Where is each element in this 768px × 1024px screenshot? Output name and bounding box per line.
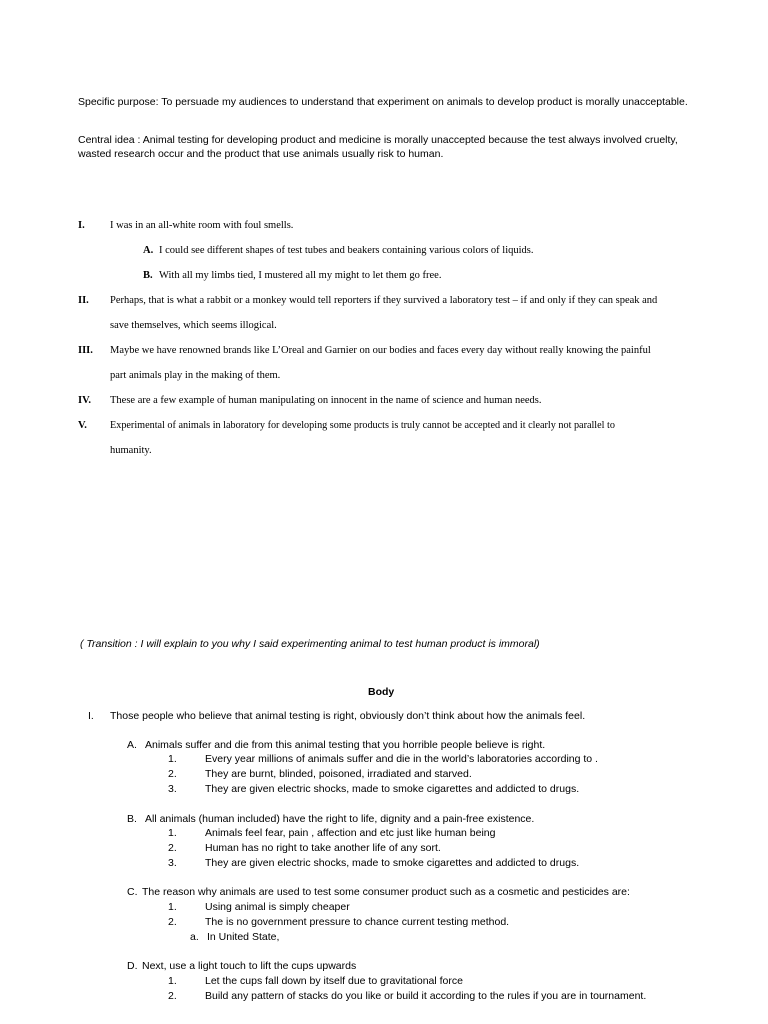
section-c-item-num: 2. [168,916,177,928]
body-heading: Body [368,686,395,698]
intro-text-v-line2: humanity. [110,445,152,456]
intro-text-a: I could see different shapes of test tubes and beakers containing various colors of liquids. [159,245,534,256]
central-idea-label: Central idea : [78,134,141,146]
section-a-item-text: They are burnt, blinded, poisoned, irradiated and starved. [205,768,472,780]
specific-purpose [78,95,698,109]
section-c-letter: C. [127,886,138,898]
intro-num-ii: II. [78,295,89,306]
section-d-text: Next, use a light touch to lift the cups upwards [142,960,357,972]
section-d-item-text: Build any pattern of stacks do you like or build it according to the rules if you are in tournament. [205,990,647,1002]
section-b-item-num: 3. [168,857,177,869]
section-a-letter: A. [127,739,137,751]
intro-text-iii-line2: part animals play in the making of them. [110,370,281,381]
specific-purpose-label: Specific purpose: [78,96,159,108]
section-a-text: Animals suffer and die from this animal testing that you horrible people believe is right. [145,739,546,751]
section-c-sub-text: In United State, [207,931,280,943]
section-d-item-text: Let the cups fall down by itself due to gravitational force [205,975,463,987]
section-b-item-num: 1. [168,827,177,839]
section-a-item-num: 3. [168,783,177,795]
section-c-item-num: 1. [168,901,177,913]
intro-text-iv: These are a few example of human manipulating on innocent in the name of science and human needs. [110,395,542,406]
section-c-text: The reason why animals are used to test some consumer product such as a cosmetic and pesticides are: [142,886,630,898]
intro-num-iii: III. [78,345,93,356]
section-a-item-text: Every year millions of animals suffer and die in the world’s laboratories according to . [205,753,598,765]
intro-text-i: I was in an all-white room with foul smells. [110,220,294,231]
intro-num-a: A. [143,245,154,256]
central-idea-text: Animal testing for developing product and medicine is morally unaccepted because the test always involved cruelty, wasted research occur and the product that use animals usually risk to human. [78,134,678,160]
body-main-text: Those people who believe that animal testing is right, obviously don’t think about how the animals feel. [110,710,586,722]
section-a-item-num: 1. [168,753,177,765]
section-c-item-text: The is no government pressure to chance current testing method. [205,916,510,928]
section-b-item-text: They are given electric shocks, made to smoke cigarettes and addicted to drugs. [205,857,580,869]
section-a-item-num: 2. [168,768,177,780]
intro-num-iv: IV. [78,395,91,406]
transition-note: ( Transition : I will explain to you why I said experimenting animal to test human product is immoral) [80,638,540,650]
intro-text-ii-line2: save themselves, which seems illogical. [110,320,277,331]
intro-num-i: I. [78,220,85,231]
intro-num-b: B. [143,270,153,281]
section-b-text: All animals (human included) have the right to life, dignity and a pain-free existence. [145,813,535,825]
intro-text-v-line1: Experimental of animals in laboratory for developing some products is truly cannot be accepted and it clearly not parallel to [110,420,615,431]
section-d-item-num: 2. [168,990,177,1002]
section-b-item-text: Animals feel fear, pain , affection and etc just like human being [205,827,496,839]
intro-text-iii-line1: Maybe we have renowned brands like L’Oreal and Garnier on our bodies and faces every day without really knowing the painful [110,345,651,356]
central-idea [78,133,690,161]
section-b-item-text: Human has no right to take another life of any sort. [205,842,441,854]
section-b-letter: B. [127,813,137,825]
body-main-num: I. [88,710,94,722]
specific-purpose-text: To persuade my audiences to understand that experiment on animals to develop product is morally unacceptable. [158,96,688,108]
intro-text-ii-line1: Perhaps, that is what a rabbit or a monkey would tell reporters if they survived a laboratory test – if and only if they can speak and [110,295,658,306]
section-b-item-num: 2. [168,842,177,854]
intro-num-v: V. [78,420,87,431]
section-d-item-num: 1. [168,975,177,987]
section-d-letter: D. [127,960,138,972]
section-c-sub-letter: a. [190,931,199,943]
section-c-item-text: Using animal is simply cheaper [205,901,350,913]
section-a-item-text: They are given electric shocks, made to smoke cigarettes and addicted to drugs. [205,783,580,795]
intro-text-b: With all my limbs tied, I mustered all my might to let them go free. [159,270,442,281]
